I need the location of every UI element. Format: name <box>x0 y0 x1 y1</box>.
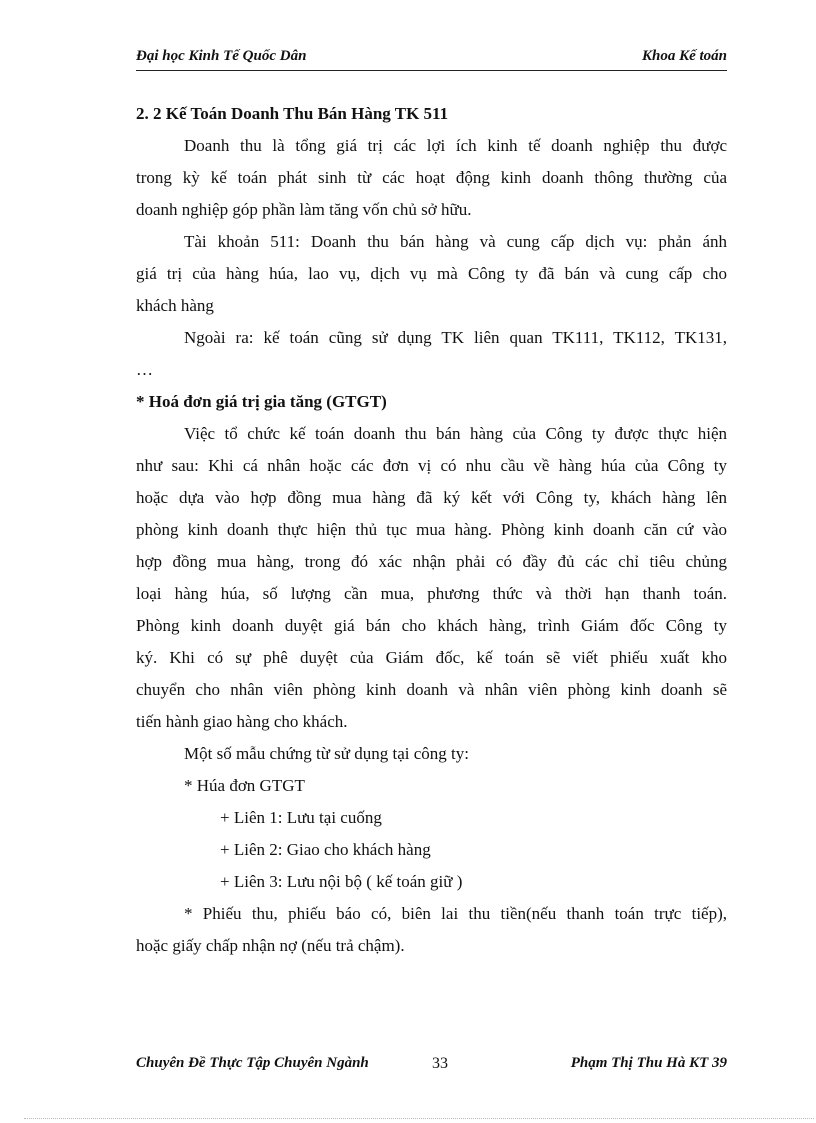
paragraph-line: loại hàng húa, số lượng cần mua, phương thức và thời hạn thanh toán. <box>136 584 727 603</box>
subsection-heading: * Hoá đơn giá trị gia tăng (GTGT) <box>136 392 387 411</box>
page-footer <box>136 1055 727 1077</box>
paragraph-line: hợp đồng mua hàng, trong đó xác nhận phải có đầy đủ các chỉ tiêu chủng <box>136 552 727 571</box>
paragraph-line: Một số mẫu chứng từ sử dụng tại công ty: <box>184 744 469 763</box>
section-heading: 2. 2 Kế Toán Doanh Thu Bán Hàng TK 511 <box>136 104 449 123</box>
paragraph-line: ký. Khi có sự phê duyệt của Giám đốc, kế toán sẽ viết phiếu xuất kho <box>136 648 727 667</box>
paragraph-line: như sau: Khi cá nhân hoặc các đơn vị có nhu cầu về hàng húa của Công ty <box>136 456 727 475</box>
sub-bullet-item: + Liên 1: Lưu tại cuống <box>220 808 382 827</box>
sub-bullet-item: + Liên 2: Giao cho khách hàng <box>220 840 431 859</box>
paragraph-line: … <box>136 360 153 379</box>
bullet-item: * Húa đơn GTGT <box>184 776 305 795</box>
sub-bullet-item: + Liên 3: Lưu nội bộ ( kế toán giữ ) <box>220 872 463 891</box>
page-bottom-divider <box>24 1118 814 1119</box>
paragraph-line: giá trị của hàng húa, lao vụ, dịch vụ mà Công ty đã bán và cung cấp cho <box>136 264 727 283</box>
paragraph-line: Việc tổ chức kế toán doanh thu bán hàng của Công ty được thực hiện <box>184 424 727 443</box>
page-number: 33 <box>432 1055 448 1072</box>
footer-author: Phạm Thị Thu Hà KT 39 <box>570 1055 727 1071</box>
paragraph-line: Ngoài ra: kế toán cũng sử dụng TK liên quan TK111, TK112, TK131, <box>184 328 727 347</box>
paragraph-line: hoặc dựa vào hợp đồng mua hàng đã ký kết với Công ty, khách hàng lên <box>136 488 727 507</box>
paragraph-line: hoặc giấy chấp nhận nợ (nếu trả chậm). <box>136 936 405 955</box>
footer-title: Chuyên Đề Thực Tập Chuyên Ngành <box>136 1055 369 1071</box>
paragraph-line: trong kỳ kế toán phát sinh từ các hoạt động kinh doanh thông thường của <box>136 168 727 187</box>
page-header <box>136 48 727 71</box>
paragraph-line: Tài khoản 511: Doanh thu bán hàng và cung cấp dịch vụ: phản ánh <box>184 232 727 251</box>
paragraph-line: chuyển cho nhân viên phòng kinh doanh và nhân viên phòng kinh doanh sẽ <box>136 680 727 699</box>
paragraph-line: * Phiếu thu, phiếu báo có, biên lai thu tiền(nếu thanh toán trực tiếp), <box>184 904 727 923</box>
header-faculty: Khoa Kế toán <box>641 48 727 64</box>
paragraph-line: phòng kinh doanh thực hiện thủ tục mua hàng. Phòng kinh doanh căn cứ vào <box>136 520 727 539</box>
header-university: Đại học Kinh Tế Quốc Dân <box>136 48 307 64</box>
paragraph-line: khách hàng <box>136 296 214 315</box>
paragraph-line: Doanh thu là tổng giá trị các lợi ích kinh tế doanh nghiệp thu được <box>184 136 727 155</box>
paragraph-line: Phòng kinh doanh duyệt giá bán cho khách hàng, trình Giám đốc Công ty <box>136 616 727 635</box>
paragraph-line: tiến hành giao hàng cho khách. <box>136 712 348 731</box>
paragraph-line: doanh nghiệp góp phần làm tăng vốn chủ sở hữu. <box>136 200 472 219</box>
page-body <box>136 98 727 962</box>
